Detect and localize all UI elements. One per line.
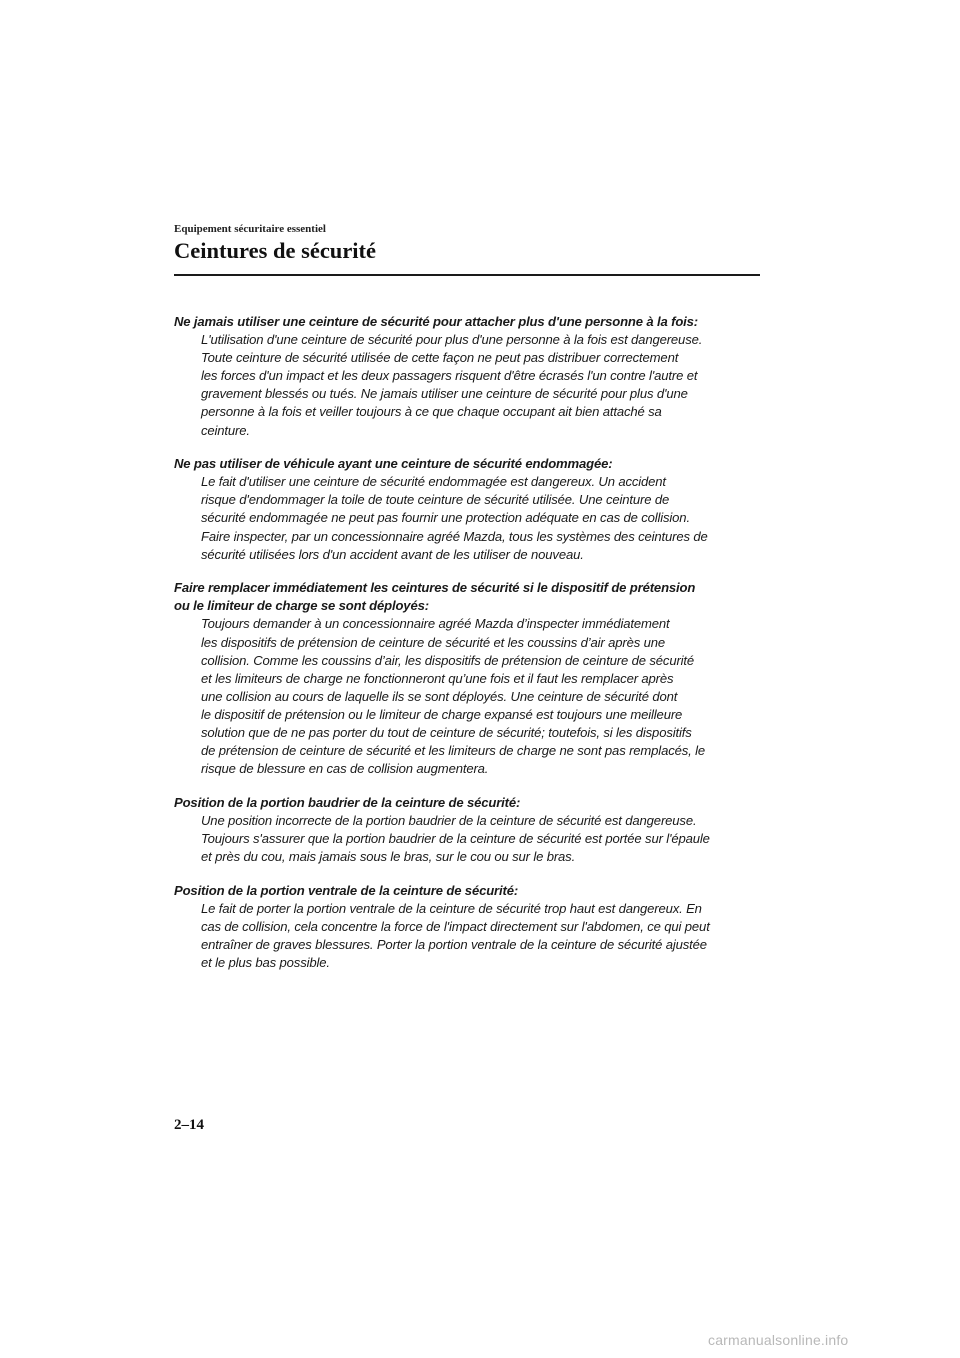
warning-heading: Position de la portion baudrier de la ceinture de sécurité: xyxy=(174,794,521,810)
body-line: L'utilisation d'une ceinture de sécurité pour plus d'une personne à la fois est dangereuse. xyxy=(201,332,703,348)
body-line: les dispositifs de prétension de ceinture de sécurité et les coussins d’air après une xyxy=(201,634,665,650)
warning-body xyxy=(201,812,764,866)
warning-heading xyxy=(174,579,764,615)
body-line: Toujours s'assurer que la portion baudrier de la ceinture de sécurité est portée sur l'épaule xyxy=(201,830,710,846)
page-title: Ceintures de sécurité xyxy=(174,238,377,263)
warning-heading: Position de la portion ventrale de la ceinture de sécurité: xyxy=(174,882,519,898)
watermark-text: carmanualsonline.info xyxy=(708,1332,849,1348)
body-line: une collision au cours de laquelle ils se sont déployés. Une ceinture de sécurité dont xyxy=(201,688,678,704)
warning-body xyxy=(201,331,764,440)
page-number: 2–14 xyxy=(174,1117,204,1133)
warning-body xyxy=(201,473,764,563)
body-line: les forces d'un impact et les deux passagers risquent d'être écrasés l'un contre l'autre et xyxy=(201,368,698,384)
heading-line: ou le limiteur de charge se sont déployés: xyxy=(174,598,429,614)
body-line: solution que de ne pas porter du tout de ceinture de sécurité; toutefois, si les dispositifs xyxy=(201,724,692,740)
header-divider xyxy=(174,274,760,276)
body-line: le dispositif de prétension ou le limiteur de charge expansé est toujours une meilleure xyxy=(201,706,683,722)
body-line: cas de collision, cela concentre la force de l'impact directement sur l'abdomen, ce qui peut xyxy=(201,918,710,934)
body-line: Le fait de porter la portion ventrale de la ceinture de sécurité trop haut est dangereux. En xyxy=(201,900,702,916)
body-line: et près du cou, mais jamais sous le bras, sur le cou ou sur le bras. xyxy=(201,849,576,865)
warning-item-damaged-belt xyxy=(174,455,764,564)
body-line: sécurité endommagée ne peut pas fournir une protection adéquate en cas de collision. xyxy=(201,510,690,526)
body-line: Faire inspecter, par un concessionnaire agréé Mazda, tous les systèmes des ceintures de xyxy=(201,528,708,544)
body-line: collision. Comme les coussins d’air, les dispositifs de prétension de ceinture de sécurité xyxy=(201,652,695,668)
warning-body xyxy=(201,615,764,778)
body-line: Toujours demander à un concessionnaire agréé Mazda d’inspecter immédiatement xyxy=(201,616,670,632)
page-header xyxy=(174,222,760,265)
warning-item-pretensioner xyxy=(174,579,764,778)
warning-body xyxy=(201,900,764,972)
body-line: Une position incorrecte de la portion baudrier de la ceinture de sécurité est dangereuse. xyxy=(201,812,697,828)
body-line: risque de blessure en cas de collision augmentera. xyxy=(201,761,489,777)
body-line: et les limiteurs de charge ne fonctionneront qu’une fois et il faut les remplacer après xyxy=(201,670,674,686)
body-line: personne à la fois et veiller toujours à ce que chaque occupant ait bien attaché sa xyxy=(201,404,662,420)
warning-content xyxy=(174,313,764,988)
warning-heading: Ne pas utiliser de véhicule ayant une ceinture de sécurité endommagée: xyxy=(174,456,613,472)
body-line: entraîner de graves blessures. Porter la portion ventrale de la ceinture de sécurité ajustée xyxy=(201,936,707,952)
body-line: ceinture. xyxy=(201,422,250,438)
warning-item-multiple-persons xyxy=(174,313,764,440)
body-line: gravement blessés ou tués. Ne jamais utiliser une ceinture de sécurité pour plus d'une xyxy=(201,386,688,402)
warning-heading: Ne jamais utiliser une ceinture de sécurité pour attacher plus d'une personne à la fois: xyxy=(174,314,698,329)
warning-item-lap-belt xyxy=(174,882,764,972)
section-label: Equipement sécuritaire essentiel xyxy=(174,223,326,235)
body-line: Toute ceinture de sécurité utilisée de cette façon ne peut pas distribuer correctement xyxy=(201,350,679,366)
heading-line: Faire remplacer immédiatement les ceintures de sécurité si le dispositif de prétension xyxy=(174,580,696,596)
body-line: sécurité utilisées lors d'un accident avant de les utiliser de nouveau. xyxy=(201,546,584,562)
warning-item-shoulder-belt xyxy=(174,794,764,866)
body-line: et le plus bas possible. xyxy=(201,955,330,970)
body-line: risque d'endommager la toile de toute ceinture de sécurité utilisée. Une ceinture de xyxy=(201,492,670,508)
body-line: de prétension de ceinture de sécurité et les limiteurs de charge ne sont pas remplacés, le xyxy=(201,743,705,759)
body-line: Le fait d'utiliser une ceinture de sécurité endommagée est dangereux. Un accident xyxy=(201,474,666,490)
